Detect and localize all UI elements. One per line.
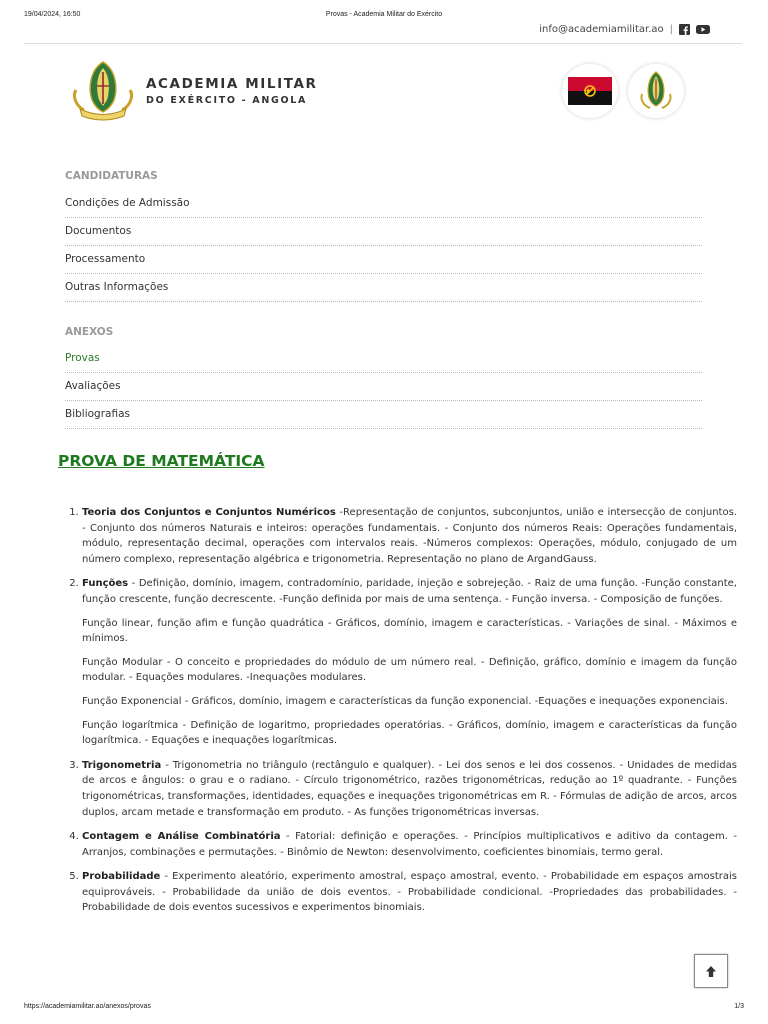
topic-text: -Representação de conjuntos, subconjuntos, união e intersecção de conjuntos. - Conjunto dos números Naturais e inteiros: operações fundamentais. - Conjunto dos números Reais: Operações fundamentais, módulo, representação decimal, operações com intervalos reais. -Números complexos: Operações, módulo, conjugado de um número complexo, representação algébrica e trigonometria. Representação no plano de ArgandGauss.: [82, 507, 737, 565]
army-emblem-icon: [636, 70, 676, 112]
topic-title: Trigonometria: [82, 759, 162, 771]
menu-anexos: [65, 326, 702, 429]
topic-title: Contagem e Análise Combinatória: [82, 831, 281, 843]
menu-heading-anexos: ANEXOS: [65, 326, 114, 338]
menu-item-condicoes-admissao[interactable]: Condições de Admissão: [65, 190, 702, 218]
topic-text: - Fatorial: definição e operações. - Princípios multiplicativos e aditivo da contagem. - Arranjos, combinações e permutações. - Binômio de Newton: desenvolvimento, coeficientes binomiais, termo geral.: [82, 831, 737, 858]
menu-candidaturas: [65, 170, 702, 302]
youtube-icon[interactable]: [696, 24, 710, 35]
menu-item-avaliacoes[interactable]: Avaliações: [65, 373, 702, 401]
print-timestamp: 19/04/2024, 16:50: [24, 11, 81, 18]
topic-paragraph: Função linear, função afim e função quadrática - Gráficos, domínio, imagem e características. - Variações de sinal. - Máximos e mínimos.: [82, 617, 737, 645]
topic-paragraph: Função Exponencial - Gráficos, domínio, imagem e características da função exponencial. -Equações e inequações exponenciais.: [82, 695, 728, 707]
topic-item: [82, 758, 737, 820]
angola-flag-badge: [562, 64, 618, 118]
topic-item: [82, 505, 737, 567]
menu-item-outras-informacoes[interactable]: Outras Informações: [65, 274, 702, 302]
topics-list: [58, 505, 737, 925]
topic-title: Teoria dos Conjuntos e Conjuntos Numéricos: [82, 507, 336, 518]
topic-text: - Trigonometria no triângulo (rectângulo e qualquer). - Lei dos senos e lei dos cossenos. - Unidades de medidas de arcos e ângulos: o grau e o radiano. - Círculo trigonométrico, razões trigonométricas, redução ao 1º quadrante. - Funções trigonométricas, transformações, identidades, equações e inequações trigonométricas em R. - Fórmulas de adição de arcos, arcos duplos, arcam metade e transformação em produto. - As funções trigonométricas inversas.: [82, 759, 737, 818]
topic-item: [82, 829, 737, 860]
topic-title: Probabilidade: [82, 871, 161, 883]
topic-item: [82, 869, 737, 916]
topic-title: Funções: [82, 578, 129, 590]
army-emblem-badge: [628, 64, 684, 118]
topic-text: - Definição, domínio, imagem, contradomínio, paridade, injeção e sobrejeção. - Raiz de uma função. -Função constante, função crescente, função decrescente. -Função definida por mais de uma sentença. - Função inversa. - Composição de funções.: [82, 578, 737, 605]
top-bar: [539, 24, 710, 35]
academy-crest-icon: [70, 60, 136, 122]
arrow-up-icon: [705, 965, 717, 978]
topic-text: - Experimento aleatório, experimento amostral, espaço amostral, evento. - Probabilidade em espaços amostrais equiprováveis. - Probabilidade da união de dois eventos. - Probabilidade condicional. -Propriedades das probabilidades. - Probabilidade de dois eventos sucessivos e experimentos binomiais.: [82, 871, 737, 914]
logo-subtitle: DO EXÉRCITO - ANGOLA: [146, 95, 308, 106]
topic-paragraph: Função Modular - O conceito e propriedades do módulo de um número real. - Definição, gráfico, domínio e imagem da função modular. - Equações modulares. -Inequações modulares.: [82, 656, 737, 684]
topic-item: [82, 576, 737, 748]
page-title: PROVA DE MATEMÁTICA: [58, 452, 265, 470]
print-url: https://academiamilitar.ao/anexos/provas: [24, 1003, 151, 1010]
print-page-number: 1/3: [734, 1003, 744, 1010]
topic-paragraph: Função logarítmica - Definição de logaritmo, propriedades operatórias. - Gráficos, domínio, imagem e características da função logarítmica. - Equações e inequações logarítmicas.: [82, 719, 737, 747]
menu-item-bibliografias[interactable]: Bibliografias: [65, 401, 702, 429]
menu-item-processamento[interactable]: Processamento: [65, 246, 702, 274]
site-logo[interactable]: [70, 60, 318, 122]
print-title: Provas - Academia Militar do Exército: [325, 11, 443, 18]
logo-title: ACADEMIA MILITAR: [146, 76, 318, 92]
facebook-icon[interactable]: [679, 24, 690, 35]
menu-item-documentos[interactable]: Documentos: [65, 218, 702, 246]
angola-flag-icon: [568, 77, 612, 105]
menu-item-provas[interactable]: Provas: [65, 345, 702, 373]
menu-heading-candidaturas: CANDIDATURAS: [65, 170, 158, 182]
contact-email-link[interactable]: info@academiamilitar.ao: [539, 24, 664, 35]
header-badges: [562, 64, 684, 118]
scroll-to-top-button[interactable]: [694, 954, 728, 988]
separator: |: [669, 24, 673, 35]
header-divider: [24, 43, 742, 44]
